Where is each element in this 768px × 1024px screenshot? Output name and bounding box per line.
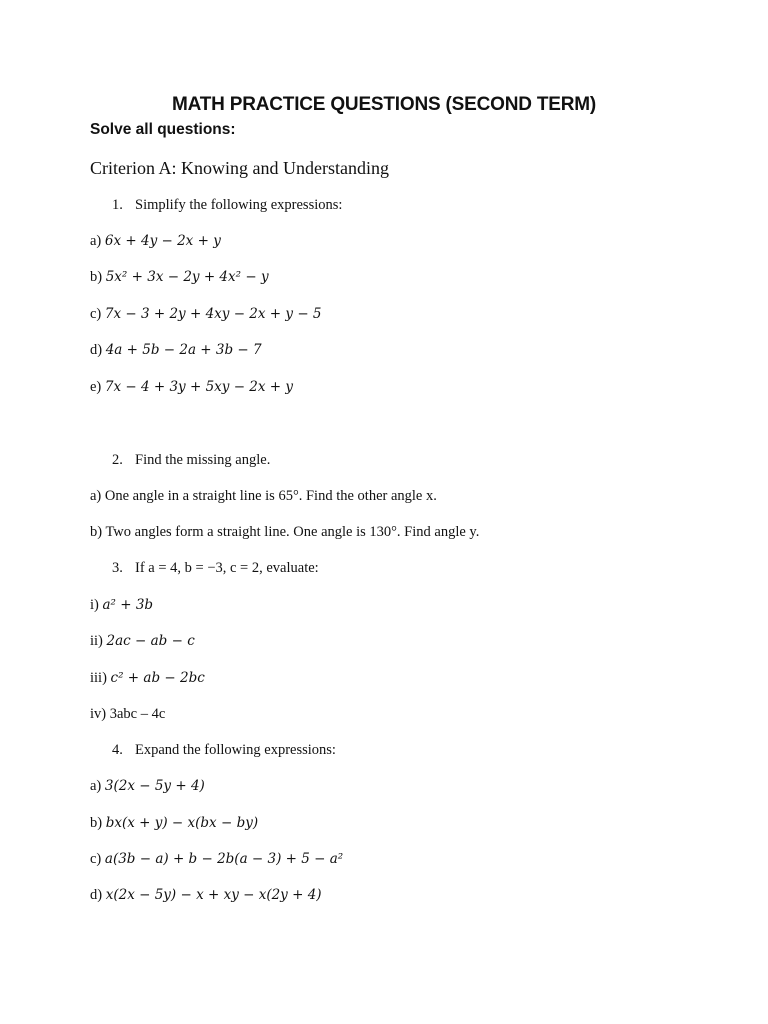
item-expression: 3abc – 4c	[109, 706, 166, 722]
question-text: Simplify the following expressions:	[135, 197, 343, 213]
item-label: b)	[90, 815, 106, 831]
question-1-prompt	[112, 197, 342, 214]
question-number: 3.	[112, 560, 123, 576]
item-label: e)	[90, 379, 105, 395]
question-4-prompt	[112, 742, 336, 759]
item-expression: 7x − 3 + 2y + 4xy − 2x + y − 5	[104, 306, 322, 322]
q2-item-a: a) One angle in a straight line is 65°. Find the other angle x.	[90, 488, 437, 504]
q1-item-e	[90, 379, 293, 396]
question-number: 2.	[112, 452, 123, 468]
q4-item-c	[90, 851, 343, 868]
item-expression: a(3b − a) + b − 2b(a − 3) + 5 − a²	[104, 851, 344, 867]
item-label: i)	[90, 597, 103, 613]
q4-item-b	[90, 815, 258, 832]
item-expression: 4a + 5b − 2a + 3b − 7	[105, 342, 262, 358]
item-label: d)	[90, 887, 106, 903]
q4-item-a	[90, 778, 205, 795]
criterion-heading: Criterion A: Knowing and Understanding	[90, 158, 389, 178]
item-label: a)	[90, 778, 105, 794]
item-expression: a² + 3b	[102, 597, 154, 613]
item-label: iii)	[90, 670, 111, 686]
q1-item-b	[90, 269, 269, 286]
q3-item-ii	[90, 633, 195, 650]
item-expression: x(2x − 5y) − x + xy − x(2y + 4)	[105, 887, 322, 903]
q2-item-b: b) Two angles form a straight line. One angle is 130°. Find angle y.	[90, 524, 480, 540]
q1-item-c	[90, 306, 322, 323]
item-label: ii)	[90, 633, 107, 649]
q3-item-i	[90, 597, 153, 614]
item-label: c)	[90, 306, 105, 322]
item-expression: 5x² + 3x − 2y + 4x² − y	[105, 269, 269, 285]
item-expression: 3(2x − 5y + 4)	[104, 778, 205, 794]
item-label: a)	[90, 233, 105, 249]
question-text: If a = 4, b = −3, c = 2, evaluate:	[135, 560, 319, 576]
page-title: MATH PRACTICE QUESTIONS (SECOND TERM)	[172, 94, 596, 115]
item-expression: 2ac − ab − c	[106, 633, 195, 649]
item-label: b)	[90, 269, 106, 285]
item-label: c)	[90, 851, 105, 867]
q1-item-a	[90, 233, 221, 250]
item-expression: 6x + 4y − 2x + y	[104, 233, 221, 249]
item-label: d)	[90, 342, 106, 358]
q4-item-d	[90, 887, 322, 904]
question-text: Find the missing angle.	[135, 452, 271, 468]
item-expression: bx(x + y) − x(bx − by)	[105, 815, 259, 831]
item-expression: 7x − 4 + 3y + 5xy − 2x + y	[104, 379, 294, 395]
instruction-text: Solve all questions:	[90, 121, 236, 138]
item-expression: c² + ab − 2bc	[110, 670, 205, 686]
q3-item-iv	[90, 706, 165, 723]
question-number: 1.	[112, 197, 123, 213]
question-number: 4.	[112, 742, 123, 758]
item-label: iv)	[90, 706, 110, 722]
question-2-prompt	[112, 452, 270, 469]
q1-item-d	[90, 342, 262, 359]
q3-item-iii	[90, 670, 205, 687]
question-3-prompt	[112, 560, 319, 577]
question-text: Expand the following expressions:	[135, 742, 336, 758]
